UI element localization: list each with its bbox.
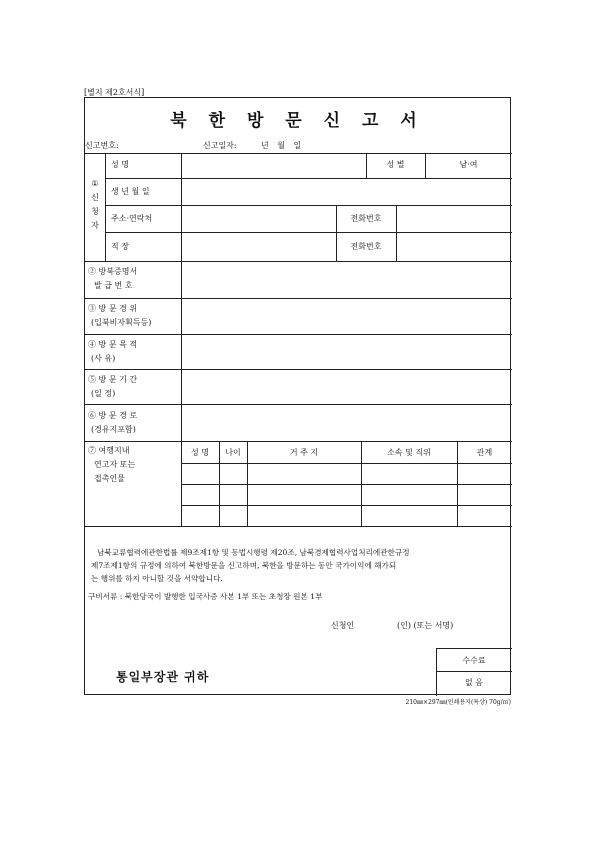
route-label: ⑥ 방 문 경 로 <box>88 411 138 420</box>
birth-label: 생 년 월 일 <box>111 187 150 196</box>
paper-spec: 210㎜×297㎜(인쇄용지(특상) 70g/㎡) <box>405 699 511 706</box>
applicant-char-2: 청 <box>91 207 99 216</box>
contacts-sublabel-1: 연고자 또는 <box>94 460 136 469</box>
report-date-fields: 년 월 일 <box>261 141 305 150</box>
form-number: [별지 제2호서식] <box>84 88 145 97</box>
permit-sublabel: 발 급 번 호 <box>94 281 133 290</box>
col-relation: 관계 <box>476 448 493 457</box>
form-title: 북 한 방 문 신 고 서 <box>170 111 425 131</box>
period-label: ⑤ 방 문 기 간 <box>88 375 138 384</box>
required-docs: 구비서류 : 북한당국이 발행한 입국사증 사본 1부 또는 초청장 원본 1부 <box>88 592 323 601</box>
pledge-line-2: 제7조제1항의 규정에 의하여 북한방문을 신고하며, 북한을 방문하는 동안 국가이익에 해가되 <box>91 561 397 570</box>
signer-label: 신청인 <box>331 621 355 630</box>
report-form <box>84 97 511 695</box>
report-date-label: 신고일자: <box>203 141 237 150</box>
applicant-char-1: 신 <box>91 193 99 202</box>
address-label: 주소·연락처 <box>111 214 153 223</box>
col-age: 나이 <box>225 448 241 457</box>
pledge-line-3: 는 행위를 하지 아니할 것을 서약합니다. <box>91 574 223 583</box>
background-sublabel: (입북비자획득등) <box>91 318 152 327</box>
route-sublabel: (경유지포함) <box>91 425 136 434</box>
name-label: 성 명 <box>111 160 129 169</box>
permit-label: ② 방북증명서 <box>88 267 138 276</box>
pledge-line-1: 남북교류협력에관한법률 제9조제1항 및 동법시행령 제20조, 남북경제협력사업처리에관한규정 <box>97 548 410 557</box>
phone-label-2: 전화번호 <box>350 242 382 251</box>
fee-label: 수수료 <box>462 656 486 665</box>
gender-options: 남·여 <box>459 160 478 169</box>
recipient: 통일부장관 귀하 <box>116 670 210 684</box>
fee-value: 없 음 <box>465 678 483 687</box>
col-affiliation: 소속 및 직위 <box>387 448 431 457</box>
background-label: ③ 방 문 경 위 <box>88 304 138 313</box>
col-residence: 거 주 지 <box>289 448 319 457</box>
signer-seal: (인) (또는 서명) <box>397 621 454 630</box>
contacts-sublabel-2: 접촉인물 <box>94 474 125 483</box>
applicant-char-3: 자 <box>91 221 99 230</box>
contacts-label: ⑦ 여행지내 <box>88 446 130 455</box>
phone-label-1: 전화번호 <box>350 214 382 223</box>
report-no-label: 신고번호: <box>85 141 119 150</box>
applicant-num: ① <box>91 179 99 188</box>
gender-label: 성 별 <box>386 160 405 169</box>
job-label: 직 장 <box>111 242 129 251</box>
purpose-sublabel: (사 유) <box>91 354 116 363</box>
col-name: 성 명 <box>191 448 209 457</box>
period-sublabel: (일 정) <box>91 389 116 398</box>
purpose-label: ④ 방 문 목 적 <box>88 340 138 349</box>
